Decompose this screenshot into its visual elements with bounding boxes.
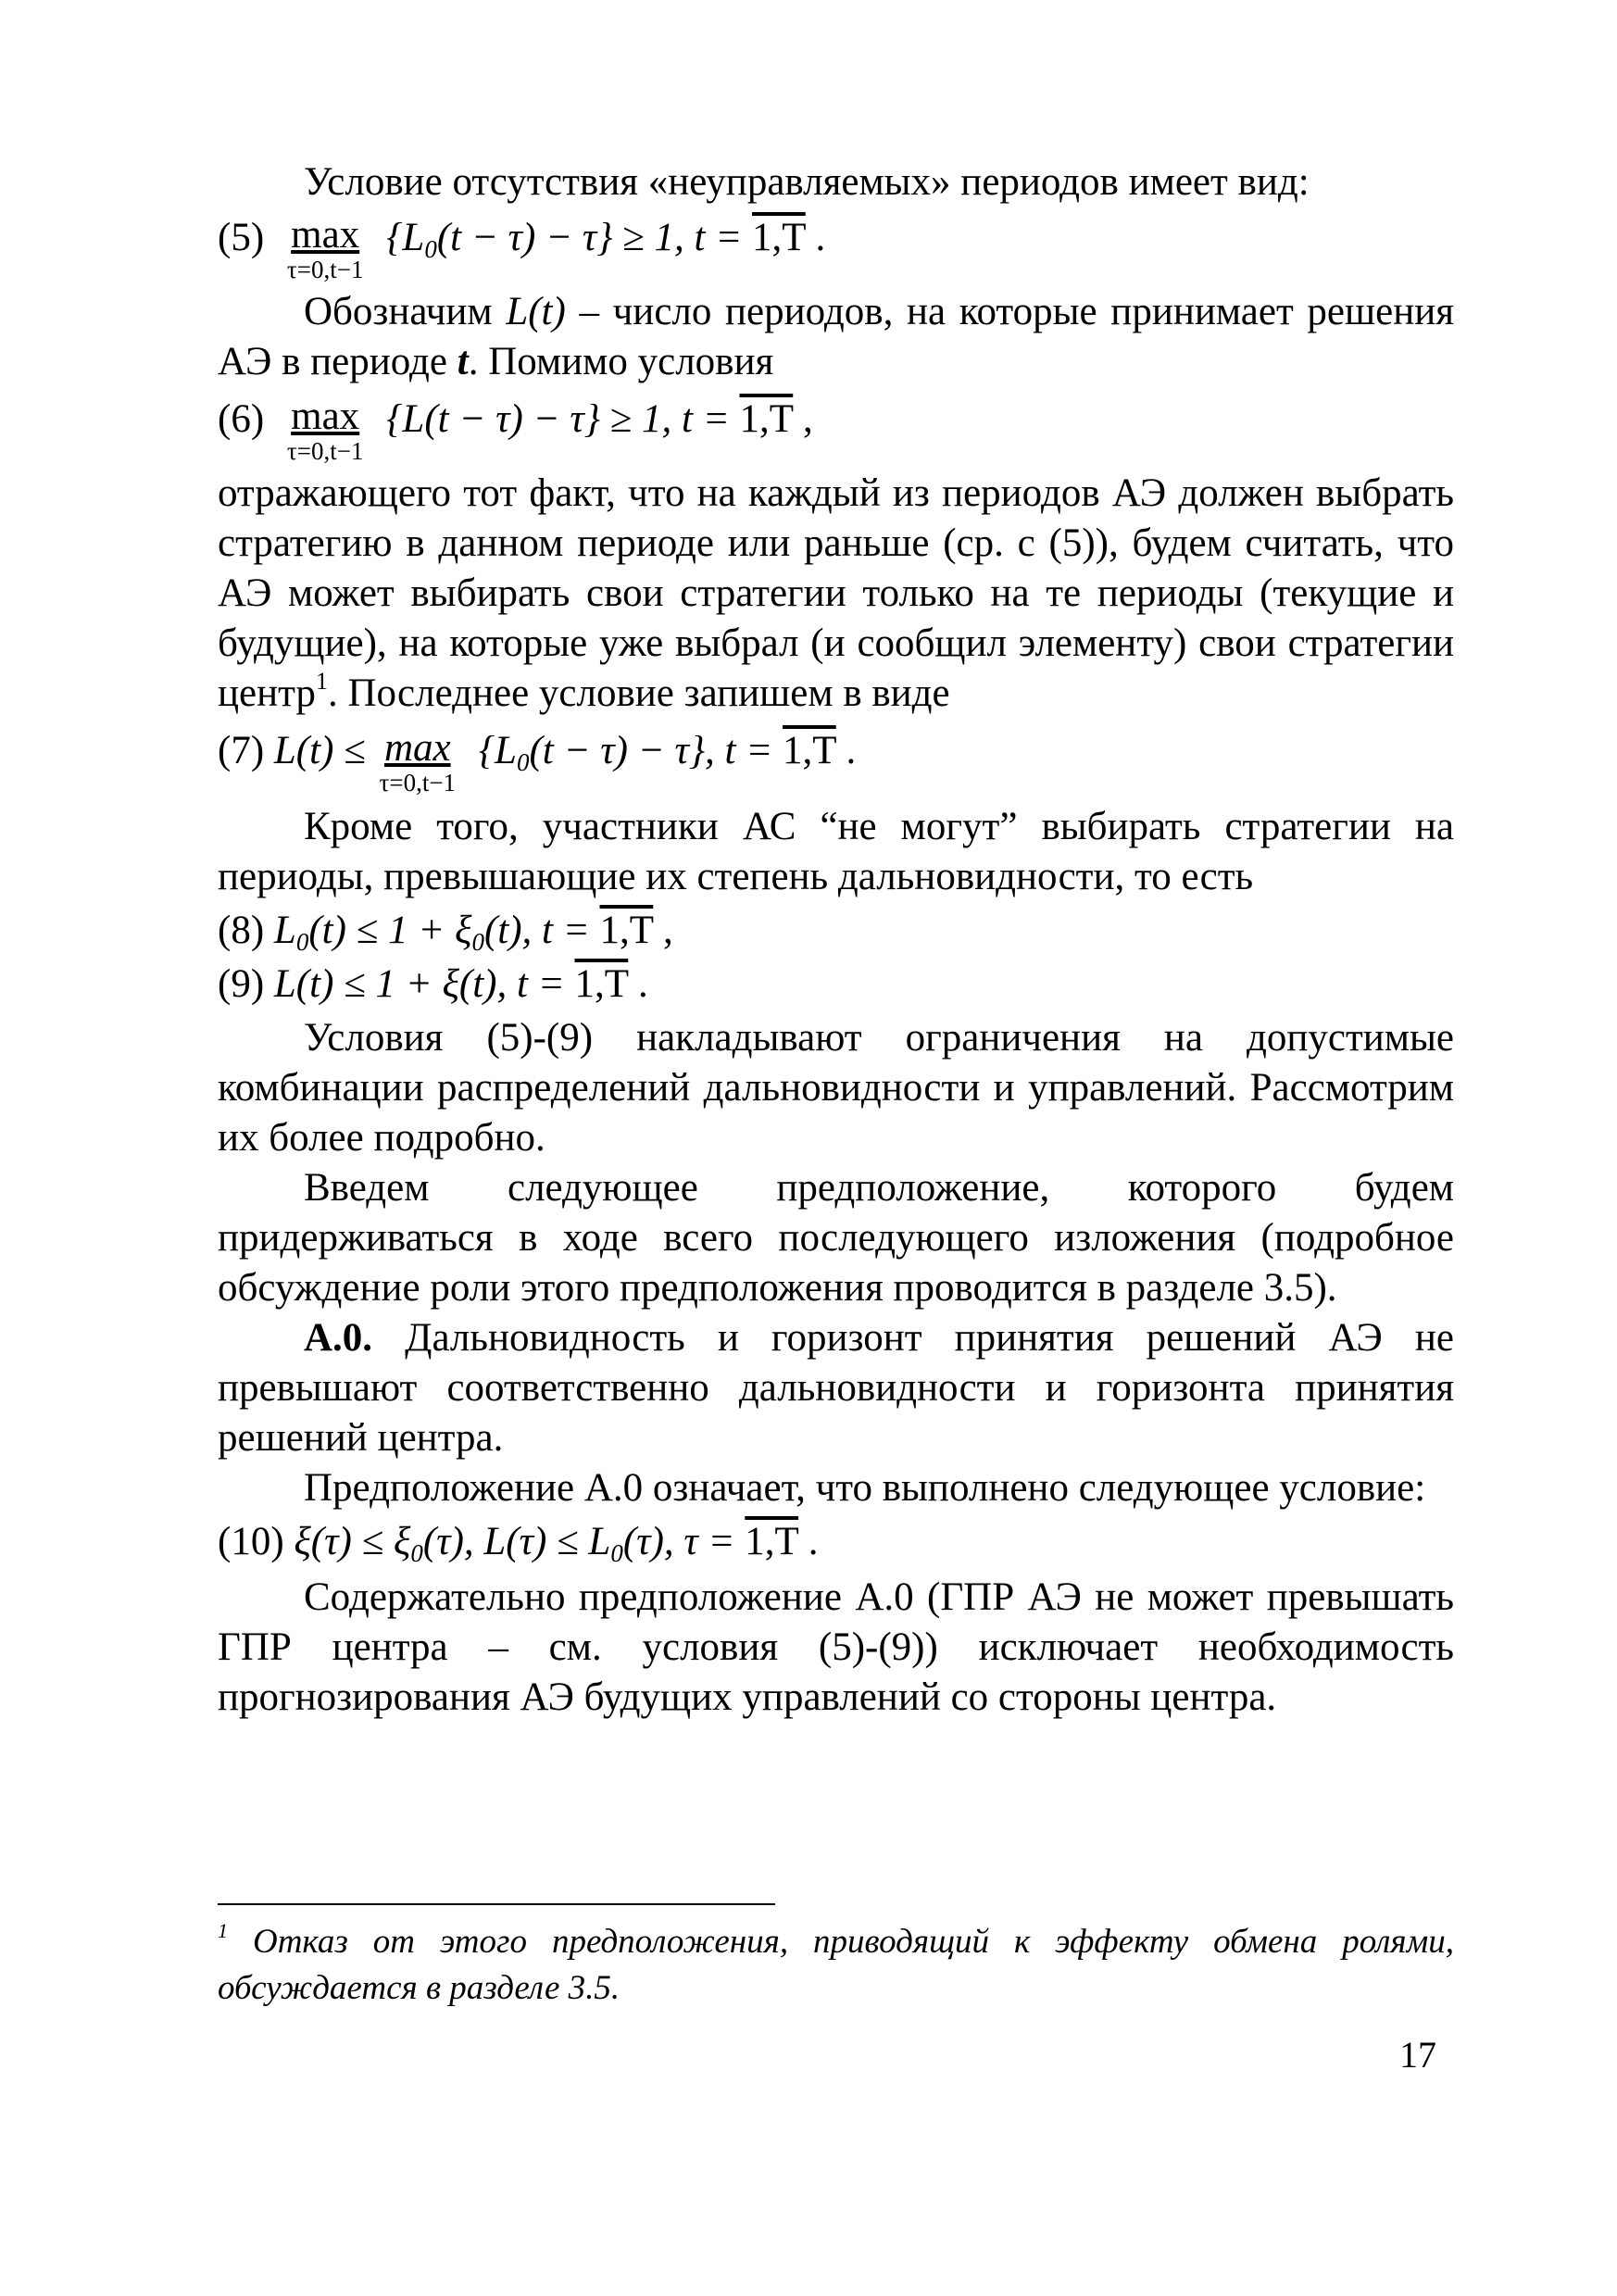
- paragraph-define-l: Обозначим L(t) – число периодов, на которые принимает решения АЭ в периоде t. Помимо условия: [218, 290, 1454, 383]
- page-number: 17: [1399, 2034, 1436, 2076]
- footnote: $^1$ Отказ от этого предположения, приводящий к эффекту обмена ролями, обсуждается в разделе 3.5.: [218, 1919, 1454, 2007]
- range-bar: 1,T: [739, 397, 794, 441]
- paragraph-a0-means: Предположение А.0 означает, что выполнено следующее условие:: [304, 1466, 1426, 1510]
- equation-body: {L(t − τ) − τ} ≥ 1, t =: [386, 397, 740, 441]
- equation-number: (8): [218, 909, 265, 952]
- footnote-separator: [218, 1903, 775, 1905]
- equation-6: (6) max τ=0,t−1 {L(t − τ) − τ} ≥ 1, t = 1,T ,: [218, 395, 813, 465]
- paragraph-foresight: Кроме того, участники АС “не могут” выбирать стратегии на периоды, превышающие их степень дальновидности, то есть: [218, 805, 1454, 898]
- range-bar: 1,T: [599, 909, 654, 952]
- equation-number: (10): [218, 1520, 284, 1563]
- paragraph-conclusion: Содержательно предположение А.0 (ГПР АЭ не может превышать ГПР центра – см. условия (5)-(9)) исключает необходимость прогнозирования АЭ будущих управлений со стороны центра.: [218, 1575, 1454, 1719]
- equation-number: (7): [218, 729, 265, 772]
- equation-number: (5): [218, 216, 265, 259]
- paragraph-assumption-a0: А.0. Дальновидность и горизонт принятия решений АЭ не превышают соответственно дальновидности и горизонта принятия решений центра.: [218, 1316, 1454, 1460]
- range-bar: 1,T: [783, 729, 836, 772]
- range-bar: 1,T: [745, 1520, 799, 1563]
- assumption-label: А.0.: [304, 1316, 373, 1360]
- equation-8: (8) $L_0(t) \le 1 + \xi_0(t)$, t = 1,T ,: [218, 909, 673, 956]
- max-limits: τ=0,t−1: [286, 256, 364, 283]
- paragraph-strategy: отражающего тот факт, что на каждый из периодов АЭ должен выбрать стратегию в данном периоде или раньше (ср. с (5)), будем считать, что АЭ может выбирать свои стратегии только на те периоды (текущие и будущие), на которые уже выбрал (и сообщил элементу) свои стратегии центр$^1$. Последнее условие запишем в виде: [218, 471, 1454, 715]
- paragraph-intro: Условие отсутствия «неуправляемых» периодов имеет вид:: [304, 160, 1310, 204]
- max-limits: τ=0,t−1: [379, 769, 457, 797]
- max-operator: max τ=0,t−1: [286, 213, 364, 283]
- range-bar: 1,T: [574, 962, 629, 1006]
- equation-number: (9): [218, 962, 265, 1006]
- page-body: [218, 157, 1454, 1723]
- max-limits: τ=0,t−1: [286, 437, 364, 465]
- paragraph-constraints: Условия (5)-(9) накладывают ограничения на допустимые комбинации распределений дальновидности и управлений. Рассмотрим их более подробно.: [218, 1016, 1454, 1160]
- footnote-mark: 1: [218, 1919, 228, 1942]
- max-operator: max τ=0,t−1: [286, 395, 364, 465]
- equation-10: (10) $\xi(\tau) \le \xi_0(\tau)$, $L(\tau) \le L_0(\tau)$, τ = 1,T .: [218, 1520, 819, 1567]
- footnote-ref: 1: [315, 668, 328, 695]
- equation-7: (7) L(t) ≤ max τ=0,t−1 $\{L_0(t - \tau) - \tau\}$, t = 1,T .: [218, 726, 857, 797]
- equation-5: (5) max τ=0,t−1 $\{L_0(t - \tau) - \tau\} \ge 1$, t = 1,T .: [218, 213, 826, 283]
- equation-body: $\{L_0(t - \tau) - \tau\}$, t =: [478, 729, 783, 776]
- equation-number: (6): [218, 397, 265, 441]
- max-operator: max τ=0,t−1: [379, 726, 457, 797]
- range-bar: 1,T: [752, 216, 806, 259]
- equation-9: (9) L(t) ≤ 1 + ξ(t), t = 1,T .: [218, 962, 648, 1006]
- paragraph-assumption-intro: Введем следующее предположение, которого будем придерживаться в ходе всего последующего изложения (подробное обсуждение роли этого предположения проводится в разделе 3.5).: [218, 1166, 1454, 1310]
- equation-body: $\{L_0(t - \tau) - \tau\} \ge 1$, t =: [386, 216, 752, 263]
